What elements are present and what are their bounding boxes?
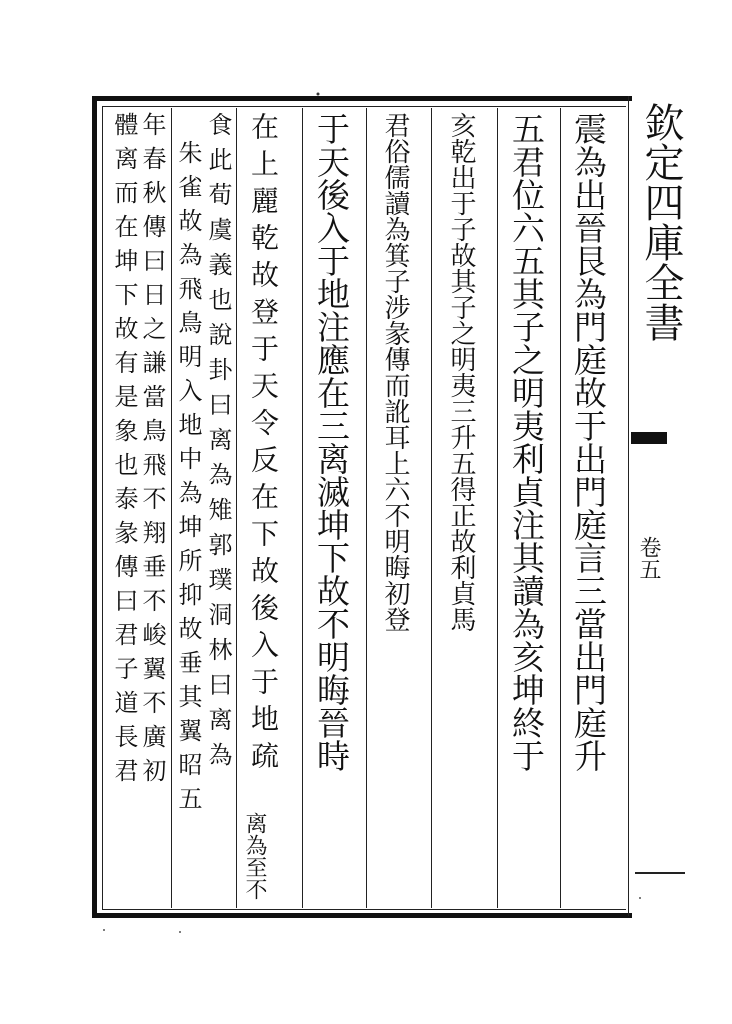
annotation-text-right: 年春秋傳曰日之謙當鳥飛不翔垂不峻翼不廣初 (138, 112, 166, 792)
annotation-text-left: 朱雀故為飛鳥明入地中為坤所抑故垂其翼昭五 (174, 140, 202, 820)
annotation-text-right: 食此荀虞義也說卦曰离為雉郭璞洞林曰离為 (204, 112, 232, 777)
text-column-2: 五君位六五其子之明夷利貞注其讀為亥坤終于 (507, 112, 546, 772)
column-rule (560, 108, 561, 908)
text-column-4: 君俗儒讀為箕子涉彖傳而訛耳上六不明晦初登 (380, 112, 410, 632)
text-column-6 (243, 112, 305, 902)
text-column-8 (110, 112, 172, 902)
volume-label: 卷五 (636, 536, 661, 580)
text-column-7 (174, 112, 236, 902)
fish-tail-mark (631, 432, 667, 444)
column-rule (366, 108, 367, 908)
text-column-1: 震為出晉艮為門庭故于出門庭言三當出門庭升 (569, 112, 608, 772)
text-column-3: 亥乾出于子故其子之明夷三升五得正故利貞馬 (446, 112, 476, 632)
book-title: 欽定四庫全書 (638, 102, 684, 342)
title-strip (628, 96, 689, 916)
column-rule (236, 108, 237, 908)
annotation-text: 离為至不 (242, 812, 267, 900)
column-rule (497, 108, 498, 908)
annotation-text-left: 體离而在坤下故有是象也泰彖傳曰君子道長君 (110, 112, 138, 792)
text-column-5: 于天後入于地注應在三离滅坤下故不明晦晉時 (312, 112, 351, 772)
strip-rule (635, 872, 685, 874)
column-rule (431, 108, 432, 908)
main-text: 在上麗乾故登于天令反在下故後入于地疏 (247, 112, 280, 778)
